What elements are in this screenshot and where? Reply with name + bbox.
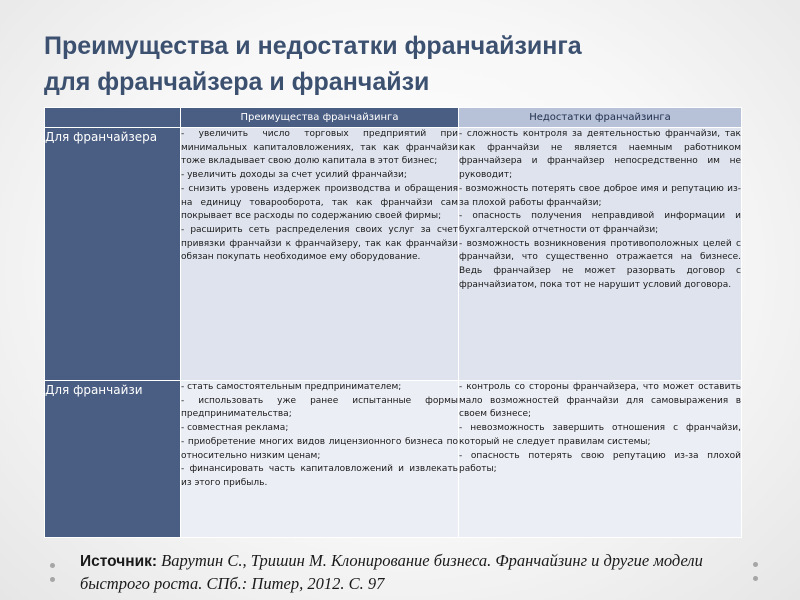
table-row-franchisee	[45, 381, 742, 538]
bullet-dot-icon	[50, 563, 55, 568]
cell-franchisee-disadvantages	[459, 381, 742, 538]
table-header-row	[45, 108, 742, 128]
slide-title-line-2: для франчайзера и франчайзи	[44, 68, 430, 96]
header-disadvantages: Недостатки франчайзинга	[459, 108, 742, 128]
list-item: - возможность потерять свое доброе имя и репутацию из-за плохой работы франчайзи;	[459, 183, 741, 208]
list-item: - невозможность завершить отношения с франчайзи, который не следует правилам системы;	[459, 423, 741, 447]
list-item: - стать самостоятельным предпринимателем;	[181, 382, 402, 392]
list-item: - возможность возникновения противоположных целей с франчайзи, что существенно отражается на бизнесе. Ведь франчайзер не может разорвать договор с франчайзиатом, пока тот не нарушит условий договора.	[459, 238, 741, 290]
comparison-table	[44, 107, 742, 538]
source-label: Источник:	[80, 553, 158, 570]
header-advantages: Преимущества франчайзинга	[181, 108, 459, 128]
slide-title	[44, 28, 764, 100]
source-reference: Варутин С., Тришин М. Клонирование бизнеса. Франчайзинг и другие модели быстрого роста. СПб.: Питер, 2012. С. 97	[80, 551, 703, 593]
list-item: - увеличить число торговых предприятий при минимальных капиталовложениях, так как франчайзи тоже вкладывает свою долю капитала в этот бизнес;	[181, 129, 458, 167]
list-item: - снизить уровень издержек производства и обращения на единицу товарооборота, так как франчайзи сам покрывает все расходы по содержанию своей фирмы;	[181, 183, 458, 222]
table-row-franchisor	[45, 128, 742, 381]
list-item: - расширить сеть распределения своих услуг за счет привязки франчайзи к франчайзеру, так как франчайзи обязан покупать необходимое ему оборудование.	[181, 224, 458, 263]
list-item: - опасность потерять свою репутацию из-за плохой работы;	[459, 450, 741, 475]
list-item: - финансировать часть капиталовложений и извлекать из этого прибыль.	[181, 464, 458, 488]
list-item: - увеличить доходы за счет усилий франчайзи;	[181, 170, 407, 181]
list-item: - контроль со стороны франчайзера, что может оставить мало возможностей франчайзи для самовыражения в своем бизнесе;	[459, 382, 741, 420]
row-label-franchisee: Для франчайзи	[45, 381, 181, 538]
list-item: - приобретение многих видов лицензионного бизнеса по относительно низким ценам;	[181, 436, 458, 461]
table-corner-cell	[45, 108, 181, 128]
bullet-dot-icon	[50, 577, 55, 582]
list-item: - совместная реклама;	[181, 423, 289, 434]
cell-franchisor-disadvantages	[459, 128, 742, 381]
source-citation	[80, 550, 760, 595]
row-label-franchisor: Для франчайзера	[45, 128, 181, 381]
cell-franchisor-advantages	[181, 128, 459, 381]
cell-franchisee-advantages	[181, 381, 459, 538]
list-item: - сложность контроля за деятельностью франчайзи, так как франчайзи не является наемным работником франчайзера и франчайзер непосредственно им не руководит;	[459, 129, 741, 181]
list-item: - использовать уже ранее испытанные формы предпринимательства;	[181, 395, 458, 420]
list-item: - опасность получения неправдивой информации и бухгалтерской отчетности от франчайзи;	[459, 211, 741, 235]
slide-title-line-1: Преимущества и недостатки франчайзинга	[44, 32, 582, 60]
bullet-dots-left	[50, 563, 55, 591]
